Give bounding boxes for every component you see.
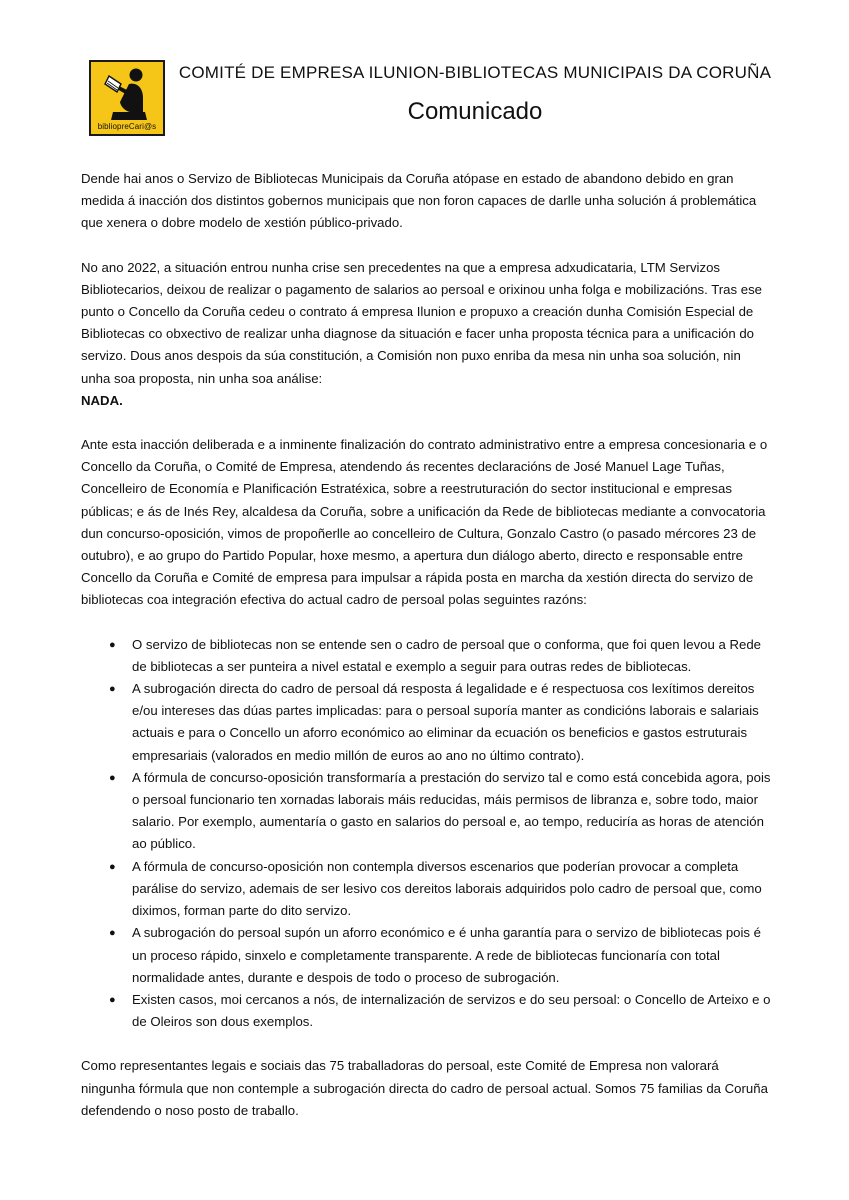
logo (89, 60, 165, 136)
document-title: Comunicado (407, 98, 543, 125)
paragraph-intro: Dende hai anos o Servizo de Bibliotecas Municipais da Coruña atópase en estado de abandono debido en gran medida á inacción dos distintos gobernos municipais que non foron capaces de darlle unha solución á problemática que xenera o dobre modelo de xestión público-privado. (81, 171, 757, 231)
list-item (81, 856, 773, 923)
paragraph-proposal: Ante esta inacción deliberada e a inminente finalización do contrato administrativo entre a empresa concesionaria e o Concello da Coruña, o Comité de Empresa, atendendo ás recentes declaracións de José Manuel Lage Tuñas, Concelleiro de Economía e Planificación Estratéxica, sobre a reestruturación do sector institucional e empresas públicas; e ás de Inés Rey, alcaldesa da Coruña, sobre a unificación da Rede de bibliotecas mediante a convocatoria dun concurso-oposición, vimos de propoñerlle ao concelleiro de Cultura, Gonzalo Castro (o pasado mércores 23 de outubro), e ao grupo do Partido Popular, hoxe mesmo, a apertura dun diálogo aberto, directo e responsable entre Concello da Coruña e Comité de empresa para impulsar a rápida posta en marcha da xestión directa do servizo de bibliotecas coa integración efectiva do actual cadro de persoal polas seguintes razóns: (81, 437, 768, 608)
reasons-list (81, 634, 773, 1034)
paragraph-crisis-emphasis: NADA. (81, 392, 123, 408)
organization-title: COMITÉ DE EMPRESA ILUNION-BIBLIOTECAS MUNICIPAIS DA CORUÑA (178, 63, 772, 82)
list-item-text: Existen casos, moi cercanos a nós, de internalización de servizos e do seu persoal: o Concello de Arteixo e o de Oleiros son dous exemplos. (132, 991, 771, 1030)
list-item (81, 989, 773, 1033)
list-item (81, 678, 773, 767)
bullet-icon: ● (109, 860, 116, 873)
list-item-text: A subrogación do persoal supón un aforro económico e é unha garantía para o servizo de bibliotecas pois é un proceso rápido, sinxelo e completamente transparente. A rede de bibliotecas funcionaría con total normalidade antes, durante e despois de todo o proceso de subrogación. (132, 925, 762, 985)
list-item (81, 634, 773, 678)
paragraph-crisis (81, 257, 773, 412)
list-item (81, 922, 773, 989)
bullet-icon: ● (109, 993, 116, 1006)
paragraph-crisis-text: No ano 2022, a situación entrou nunha crise sen precedentes na que a empresa adxudicataria, LTM Servizos Bibliotecarios, deixou de realizar o pagamento de salarios ao persoal e orixinou unha folga e mobilizacións. Tras ese punto o Concello da Coruña cedeu o contrato á empresa Ilunion e propuxo a creación dunha Comisión Especial de Bibliotecas co obxectivo de realizar unha diagnose da situación e facer unha proposta técnica para a unificación do servizo. Dous anos despois da súa constitución, a Comisión non puxo enriba da mesa nin unha soa solución, nin unha soa proposta, nin unha soa análise: (81, 259, 763, 386)
list-item-text: A subrogación directa do cadro de persoal dá resposta á legalidade e é respectuosa cos lexítimos dereitos e/ou intereses das dúas partes implicadas: para o persoal suporía manter as condicións laborais e salariais actuais e para o Concello un aforro económico ao eliminar da ecuación os beneficios e gastos estruturais empresariais (valorados en medio millón de euros ao ano no último contrato). (132, 681, 759, 763)
logo-text: bibliopreCari@s (97, 122, 157, 131)
paragraph-closing: Como representantes legais e sociais das 75 traballadoras do persoal, este Comité de Empresa non valorará ningunha fórmula que non contemple a subrogación directa do cadro de persoal actual. Somos 75 familias da Coruña defendendo o noso posto de traballo. (81, 1058, 768, 1118)
bullet-icon: ● (109, 927, 116, 940)
list-item (81, 767, 773, 856)
bullet-icon: ● (109, 638, 116, 651)
bullet-icon: ● (109, 683, 116, 696)
list-item-text: A fórmula de concurso-oposición transformaría a prestación do servizo tal e como está concebida agora, pois o persoal funcionario ten xornadas laborais máis reducidas, máis permisos de libranza e, sobre todo, maior salario. Por exemplo, aumentaría o gasto en salarios do persoal e, ao tempo, reduciría as horas de atención ao público. (132, 769, 771, 852)
list-item-text: O servizo de bibliotecas non se entende sen o cadro de persoal que o conforma, que foi quen levou a Rede de bibliotecas a ser punteira a nivel estatal e exemplo a seguir para outras redes de bibliotecas. (132, 636, 762, 674)
list-item-text: A fórmula de concurso-oposición non contempla diversos escenarios que poderían provocar a completa parálise do servizo, ademais de ser lesivo cos dereitos laborais adquiridos polo cadro de persoal que, como diximos, forman parte do dito servizo. (132, 858, 762, 919)
bullet-icon: ● (109, 771, 116, 784)
document-body (81, 168, 773, 1144)
